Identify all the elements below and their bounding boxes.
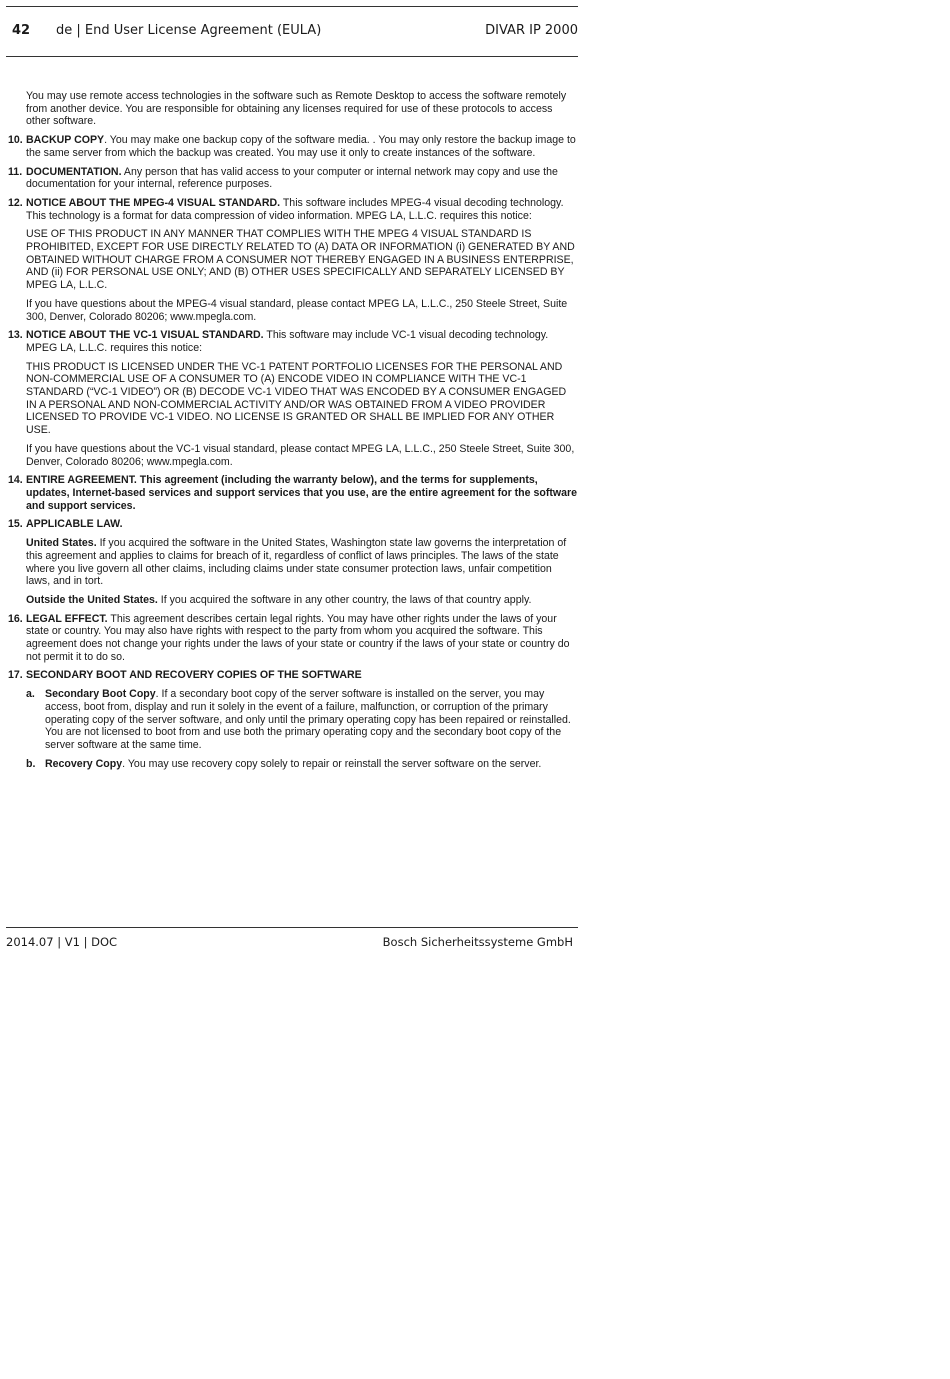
section-14 bbox=[8, 474, 578, 512]
section-text: ENTIRE AGREEMENT. This agreement (including the warranty below), and the terms for supplements, updates, Internet-based services and support services that you use, are the entire agreement for the software and support services. bbox=[26, 474, 578, 512]
subsection-a bbox=[8, 688, 578, 752]
eula-content bbox=[8, 90, 578, 776]
doc-info: 2014.07 | V1 | DOC bbox=[6, 935, 118, 949]
section-title: DOCUMENTATION. bbox=[26, 165, 122, 178]
section-number: 12. bbox=[8, 196, 23, 209]
section-text: This software may include VC-1 visual decoding technology. MPEG LA, L.L.C. requires this notice: bbox=[26, 329, 549, 354]
section-number: 14. bbox=[8, 474, 23, 487]
subsection-text: . If a secondary boot copy of the server software is installed on the server, you may access, boot from, display and run it solely in the event of a failure, malfunction, or corruption of the primary operating copy of the server software, and only until the primary operating copy has been repaired or reinstalled. You are not licensed to boot from and use both the primary operating copy and the secondary boot copy of the server software at the same time. bbox=[45, 688, 571, 751]
subsection-title: Secondary Boot Copy bbox=[45, 688, 156, 701]
subsection-title: Recovery Copy bbox=[45, 757, 123, 770]
section-15 bbox=[8, 518, 578, 531]
section-12 bbox=[8, 197, 578, 222]
section-10 bbox=[8, 134, 578, 159]
section-11 bbox=[8, 166, 578, 191]
section-text: Any person that has valid access to your computer or internal network may copy and use the documentation for your internal, reference purposes. bbox=[26, 165, 558, 191]
section-title: LEGAL EFFECT. bbox=[26, 612, 108, 625]
section-text: This software includes MPEG-4 visual decoding technology. This technology is a format for data compression of video information. MPEG LA, L.L.C. requires this notice: bbox=[26, 196, 564, 222]
page-number: 42 bbox=[12, 23, 31, 38]
section-17 bbox=[8, 669, 578, 682]
section-title: BACKUP COPY bbox=[26, 134, 105, 147]
section-text: This agreement describes certain legal rights. You may have other rights under the laws of your state or country. You may also have rights with respect to the party from whom you acquired the software. This agreement does not change your rights under the laws of your state or country if the laws of your state or country do not permit it to do so. bbox=[26, 612, 570, 663]
subsection-letter: b. bbox=[26, 757, 36, 770]
section-title: NOTICE ABOUT THE VC-1 VISUAL STANDARD. bbox=[26, 329, 264, 342]
section-16 bbox=[8, 613, 578, 664]
section-number: 16. bbox=[8, 612, 23, 625]
section-text: . You may make one backup copy of the software media. . You may only restore the backup image to the same server from which the backup was created. You may use it only to create instances of the software. bbox=[26, 134, 576, 159]
section-number: 11. bbox=[8, 165, 23, 178]
outside-us-paragraph bbox=[8, 594, 578, 607]
us-law-text: If you acquired the software in the United States, Washington state law governs the interpretation of this agreement and applies to claims for breach of it, regardless of conflict of laws principles. The laws of the state where you live govern all other claims, including claims under state consumer protection laws, unfair competition laws, and in tort. bbox=[26, 537, 567, 588]
mpeg4-contact: If you have questions about the MPEG-4 visual standard, please contact MPEG LA, L.L.C., 250 Steele Street, Suite 300, Denver, Colorado 80206; www.mpegla.com. bbox=[26, 297, 568, 323]
outside-us-title: Outside the United States. bbox=[26, 593, 158, 606]
outside-us-text: If you acquired the software in any other country, the laws of that country apply. bbox=[157, 593, 532, 606]
section-title: de | End User License Agreement (EULA) bbox=[56, 23, 322, 38]
mpeg4-notice: USE OF THIS PRODUCT IN ANY MANNER THAT COMPLIES WITH THE MPEG 4 VISUAL STANDARD IS PROHIBITED, EXCEPT FOR USE DIRECTLY RELATED TO (A) DATA OR INFORMATION (i) GENERATED BY AND OBTAINED WITHOUT CHARGE FROM A CONSUMER NOT THEREBY ENGAGED IN A BUSINESS ENTERPRISE, AND (ii) FOR PERSONAL USE ONLY; AND (B) OTHER USES SPECIFICALLY AND SEPARATELY LICENSED BY MPEG LA, L.L.C. bbox=[26, 228, 575, 292]
section-title: SECONDARY BOOT AND RECOVERY COPIES OF THE SOFTWARE bbox=[26, 669, 362, 682]
vc1-contact: If you have questions about the VC-1 visual standard, please contact MPEG LA, L.L.C., 250 Steele Street, Suite 300, Denver, Colorado 80206; www.mpegla.com. bbox=[26, 442, 575, 468]
section-title: NOTICE ABOUT THE MPEG-4 VISUAL STANDARD. bbox=[26, 196, 281, 209]
intro-paragraph: You may use remote access technologies in the software such as Remote Desktop to access the software remotely from another device. You are responsible for obtaining any licenses required for use of these protocols to access other software. bbox=[26, 90, 567, 128]
section-title: APPLICABLE LAW. bbox=[26, 518, 123, 531]
subsection-text: . You may use recovery copy solely to repair or reinstall the server software on the server. bbox=[122, 757, 542, 770]
product-name: DIVAR IP 2000 bbox=[485, 23, 578, 38]
page-header bbox=[6, 6, 578, 57]
section-number: 10. bbox=[8, 134, 23, 147]
page-footer bbox=[6, 927, 578, 949]
us-law-title: United States. bbox=[26, 537, 97, 550]
section-number: 15. bbox=[8, 518, 23, 531]
vc1-notice: THIS PRODUCT IS LICENSED UNDER THE VC-1 PATENT PORTFOLIO LICENSES FOR THE PERSONAL AND NON-COMMERCIAL USE OF A CONSUMER TO (A) ENCODE VIDEO IN COMPLIANCE WITH THE VC-1 STANDARD (“VC-1 VIDEO”) OR (B) DECODE VC-1 VIDEO THAT WAS ENCODED BY A CONSUMER ENGAGED IN A PERSONAL AND NON-COMMERCIAL ACTIVITY AND/OR WAS OBTAINED FROM A VIDEO PROVIDER LICENSED TO PROVIDE VC-1 VIDEO. NO LICENSE IS GRANTED OR SHALL BE IMPLIED FOR ANY OTHER USE. bbox=[26, 360, 567, 437]
section-13 bbox=[8, 329, 578, 354]
section-number: 17. bbox=[8, 669, 23, 682]
subsection-letter: a. bbox=[26, 688, 35, 701]
section-number: 13. bbox=[8, 329, 23, 342]
us-law-paragraph bbox=[8, 537, 578, 588]
company-name: Bosch Sicherheitssysteme GmbH bbox=[382, 935, 573, 949]
subsection-b bbox=[8, 758, 578, 771]
